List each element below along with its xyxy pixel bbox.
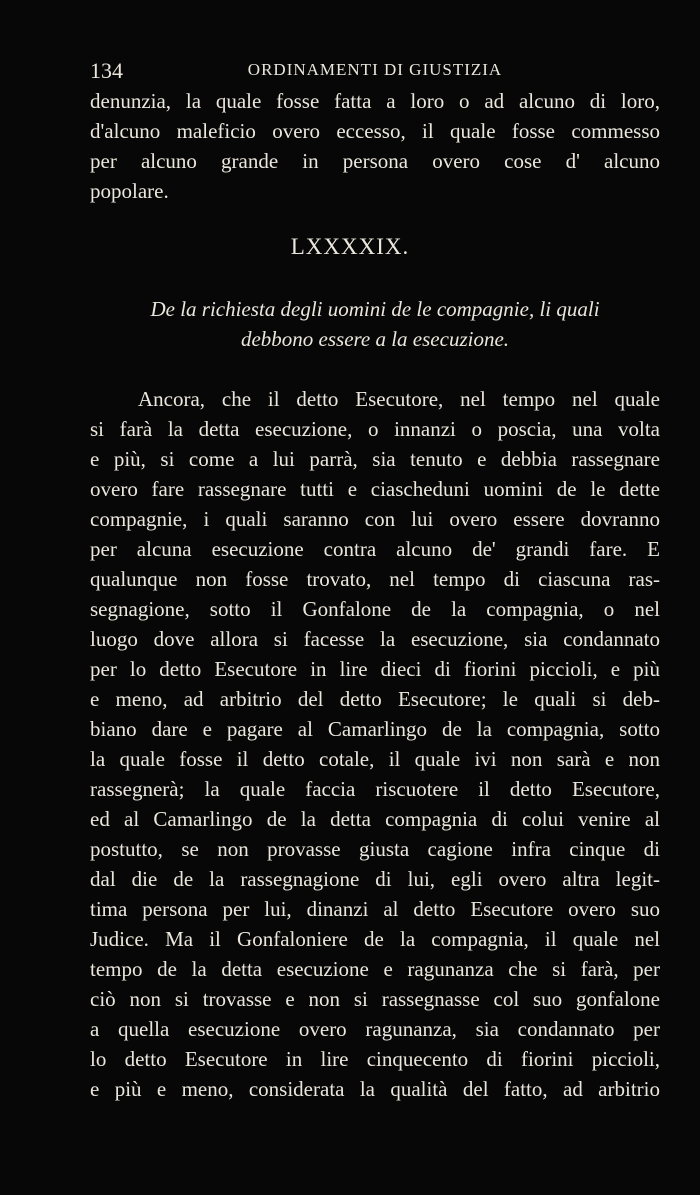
text-line: e meno, ad arbitrio del detto Esecutore; le quali si deb-	[90, 687, 660, 711]
body-paragraph	[90, 384, 660, 1104]
text-line: popolare.	[90, 179, 169, 203]
section-number: LXXXXIX.	[290, 234, 410, 259]
text-line: per lo detto Esecutore in lire dieci di fiorini piccioli, e più	[90, 657, 660, 681]
text-line: tempo de la detta esecuzione e ragunanza che si farà, per	[90, 957, 660, 981]
text-line: rassegnerà; la quale faccia riscuotere il detto Esecutore,	[90, 777, 660, 801]
text-line: tima persona per lui, dinanzi al detto Esecutore overo suo	[90, 897, 660, 921]
text-line: postutto, se non provasse giusta cagione infra cinque di	[90, 837, 660, 861]
text-line: Ancora, che il detto Esecutore, nel tempo nel quale	[138, 387, 660, 411]
text-line: segnagione, sotto il Gonfalone de la compagnia, o nel	[90, 597, 660, 621]
text-line: e più e meno, considerata la qualità del fatto, ad arbitrio	[90, 1077, 660, 1101]
text-line: e più, si come a lui parrà, sia tenuto e debbia rassegnare	[90, 447, 660, 471]
text-line: lo detto Esecutore in lire cinquecento di fiorini piccioli,	[90, 1047, 660, 1071]
text-line: la quale fosse il detto cotale, il quale ivi non sarà e non	[90, 747, 660, 771]
page-number: 134	[90, 58, 123, 83]
text-line: luogo dove allora si facesse la esecuzione, sia condannato	[90, 627, 660, 651]
text-line: d'alcuno maleficio overo eccesso, il quale fosse commesso	[90, 119, 660, 143]
text-line: denunzia, la quale fosse fatta a loro o ad alcuno di loro,	[90, 89, 660, 113]
text-line: biano dare e pagare al Camarlingo de la compagnia, sotto	[90, 717, 660, 741]
running-title: ORDINAMENTI DI GIUSTIZIA	[247, 60, 503, 79]
text-line: per alcuno grande in persona overo cose d' alcuno	[90, 149, 660, 173]
text-line: ed al Camarlingo de la detta compagnia di colui venire al	[90, 807, 660, 831]
text-line: per alcuna esecuzione contra alcuno de' grandi fare. E	[90, 537, 660, 561]
text-line: overo fare rassegnare tutti e ciascheduni uomini de le dette	[90, 477, 660, 501]
intro-paragraph	[90, 86, 660, 206]
text-line: ciò non si trovasse e non si rassegnasse col suo gonfalone	[90, 987, 660, 1011]
text-line: compagnie, i quali saranno con lui overo essere dovranno	[90, 507, 660, 531]
text-line: si farà la detta esecuzione, o innanzi o poscia, una volta	[90, 417, 660, 441]
text-line: Judice. Ma il Gonfaloniere de la compagnia, il quale nel	[90, 927, 660, 951]
section-title-line: debbono essere a la esecuzione.	[240, 327, 510, 351]
text-line: qualunque non fosse trovato, nel tempo di ciascuna ras-	[90, 567, 660, 591]
text-line: dal die de la rassegnagione di lui, egli overo altra legit-	[90, 867, 660, 891]
section-title-line: De la richiesta degli uomini de le compagnie, li quali	[150, 297, 600, 321]
text-line: a quella esecuzione overo ragunanza, sia condannato per	[90, 1017, 660, 1041]
section-title	[90, 294, 660, 354]
page-header	[90, 58, 660, 84]
